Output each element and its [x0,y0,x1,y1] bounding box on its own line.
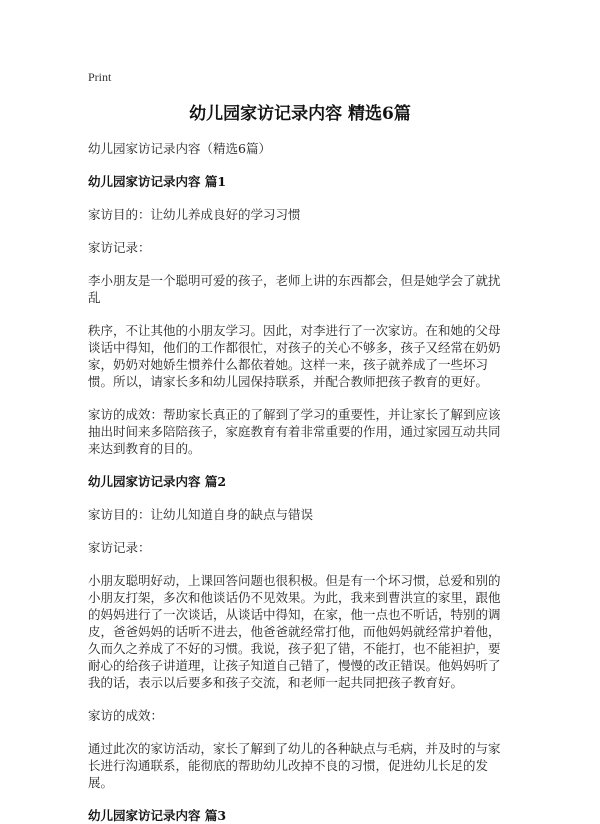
visit-result-text: 家访的成效：帮助家长真正的了解到了学习的重要性，并让家长了解到应该抽出时间来多陪陪孩子，家庭教育有着非常重要的作用，通过家园互动共同来达到教育的目的。 [88,407,501,456]
visit-record-text: 小朋友聪明好动，上课回答问题也很积极。但是有一个坏习惯，总爱和别的小朋友打架，多次和他谈话仍不见效果。为此，我来到曹洪宣的家里，跟他的妈妈进行了一次谈话，从谈话中得知，在家，他一点也不听话，特别的调皮，爸爸妈妈的话听不进去，他爸爸就经常打他，而他妈妈就经常护着他，久而久之养成了不好的习惯。我说，孩子犯了错，不能打，也不能袒护，要耐心的给孩子讲道理，让孩子知道自己错了，慢慢的改正错误。他妈妈听了我的话，表示以后要多和孩子交流，和老师一起共同把孩子教育好。 [88,573,501,690]
visit-record-label: 家访记录： [88,540,151,555]
page-title: 幼儿园家访记录内容 精选6篇 [189,104,411,124]
section-heading: 幼儿园家访记录内容 篇1 [88,174,227,189]
visit-purpose: 家访目的：让幼儿养成良好的学习习惯 [88,207,301,222]
section-heading: 幼儿园家访记录内容 篇2 [88,474,227,489]
visit-result-text: 通过此次的家访活动，家长了解到了幼儿的各种缺点与毛病，并及时的与家长进行沟通联系，能彻底的帮助幼儿改掉不良的习惯，促进幼儿长足的发展。 [88,741,501,790]
visit-record-label: 家访记录： [88,240,151,255]
visit-result-label: 家访的成效： [88,708,164,723]
section-heading: 幼儿园家访记录内容 篇3 [88,808,227,823]
visit-record-lead: 李小朋友是一个聪明可爱的孩子，老师上讲的东西都会，但是她学会了就扰乱 [88,273,501,305]
print-link[interactable]: Print [88,70,112,84]
document-subtitle: 幼儿园家访记录内容（精选6篇） [88,141,271,156]
visit-record-text: 秩序，不让其他的小朋友学习。因此，对李进行了一次家访。在和她的父母谈话中得知，他们的工作都很忙，对孩子的关心不够多，孩子又经常在奶奶家，奶奶对她娇生惯养什么都依着她。这样一来，孩子就养成了一些坏习惯。所以，请家长多和幼儿园保持联系，并配合教师把孩子教育的更好。 [88,323,501,389]
visit-purpose: 家访目的：让幼儿知道自身的缺点与错误 [88,507,314,522]
